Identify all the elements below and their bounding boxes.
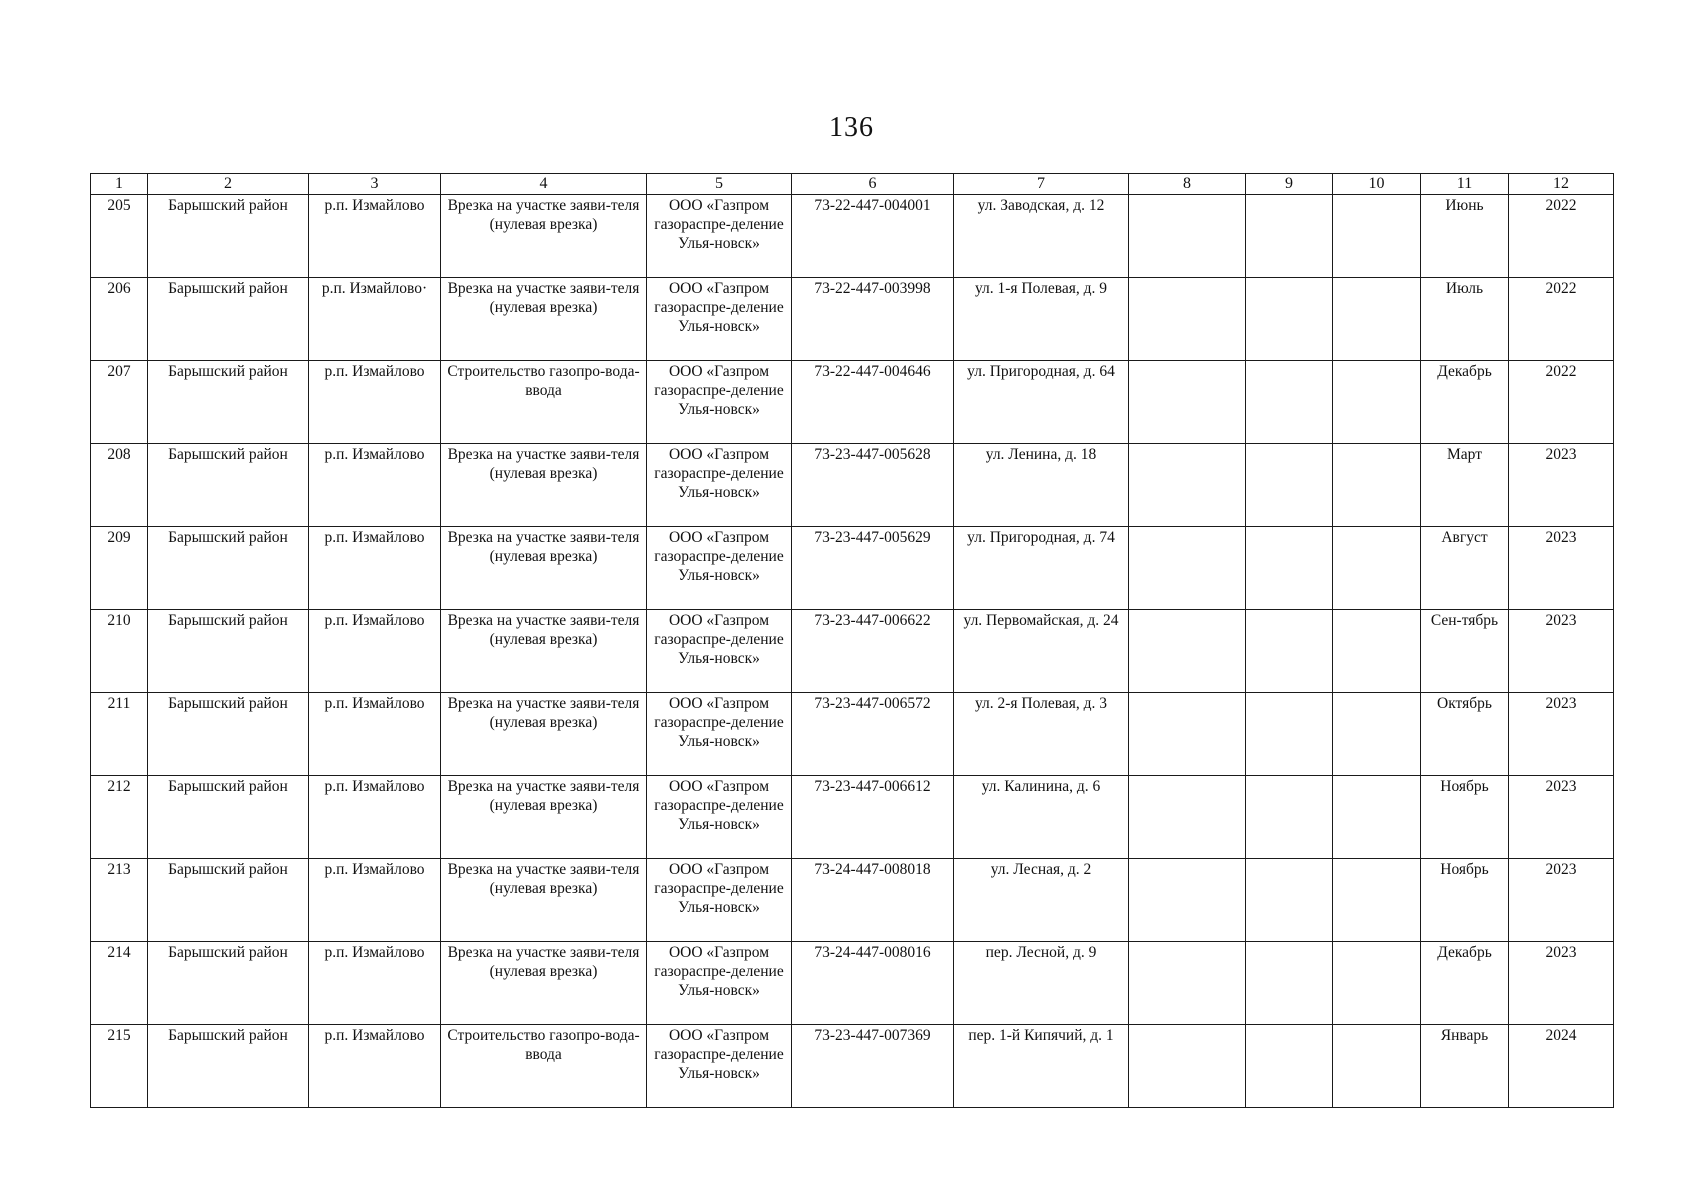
address-cell: ул. Пригородная, д. 74 [954, 527, 1129, 610]
row-number-cell: 214 [91, 942, 148, 1025]
year-cell: 2022 [1509, 278, 1614, 361]
year-cell: 2023 [1509, 527, 1614, 610]
settlement-cell: р.п. Измайлово [309, 693, 441, 776]
year-cell: 2024 [1509, 1025, 1614, 1108]
address-cell: пер. 1-й Кипячий, д. 1 [954, 1025, 1129, 1108]
column-9-cell [1246, 942, 1333, 1025]
row-number-cell: 209 [91, 527, 148, 610]
work-type-cell: Врезка на участке заяви-теля (нулевая врезка) [441, 444, 647, 527]
column-9-cell [1246, 444, 1333, 527]
column-9-cell [1246, 527, 1333, 610]
settlement-cell: р.п. Измайлово [309, 444, 441, 527]
column-8-cell [1129, 693, 1246, 776]
object-code-cell: 73-23-447-006572 [792, 693, 954, 776]
table-row [91, 278, 1614, 361]
row-number-cell: 213 [91, 859, 148, 942]
district-cell: Барышский район [148, 278, 309, 361]
month-cell: Ноябрь [1421, 859, 1509, 942]
column-number-9: 9 [1246, 174, 1333, 195]
address-cell: ул. Лесная, д. 2 [954, 859, 1129, 942]
object-code-cell: 73-23-447-005629 [792, 527, 954, 610]
column-8-cell [1129, 527, 1246, 610]
table-row [91, 195, 1614, 278]
row-number-cell: 210 [91, 610, 148, 693]
object-code-cell: 73-24-447-008016 [792, 942, 954, 1025]
column-number-3: 3 [309, 174, 441, 195]
column-10-cell [1333, 444, 1421, 527]
column-10-cell [1333, 693, 1421, 776]
column-9-cell [1246, 1025, 1333, 1108]
district-cell: Барышский район [148, 859, 309, 942]
column-8-cell [1129, 361, 1246, 444]
table-row [91, 1025, 1614, 1108]
object-code-cell: 73-23-447-007369 [792, 1025, 954, 1108]
settlement-cell: р.п. Измайлово [309, 776, 441, 859]
column-number-8: 8 [1129, 174, 1246, 195]
column-number-4: 4 [441, 174, 647, 195]
settlement-cell: р.п. Измайлово [309, 1025, 441, 1108]
settlement-cell: р.п. Измайлово [309, 859, 441, 942]
year-cell: 2023 [1509, 693, 1614, 776]
column-number-11: 11 [1421, 174, 1509, 195]
district-cell: Барышский район [148, 1025, 309, 1108]
year-cell: 2023 [1509, 859, 1614, 942]
column-10-cell [1333, 942, 1421, 1025]
organization-cell: ООО «Газпром газораспре-деление Улья-новск» [647, 361, 792, 444]
object-code-cell: 73-24-447-008018 [792, 859, 954, 942]
organization-cell: ООО «Газпром газораспре-деление Улья-новск» [647, 693, 792, 776]
table-row [91, 361, 1614, 444]
column-8-cell [1129, 195, 1246, 278]
work-type-cell: Врезка на участке заяви-теля (нулевая врезка) [441, 195, 647, 278]
row-number-cell: 205 [91, 195, 148, 278]
organization-cell: ООО «Газпром газораспре-деление Улья-новск» [647, 1025, 792, 1108]
column-9-cell [1246, 361, 1333, 444]
settlement-cell: р.п. Измайлово [309, 610, 441, 693]
work-type-cell: Строительство газопро-вода-ввода [441, 1025, 647, 1108]
object-code-cell: 73-23-447-006622 [792, 610, 954, 693]
work-type-cell: Врезка на участке заяви-теля (нулевая врезка) [441, 278, 647, 361]
row-number-cell: 206 [91, 278, 148, 361]
table-row [91, 942, 1614, 1025]
column-10-cell [1333, 776, 1421, 859]
district-cell: Барышский район [148, 693, 309, 776]
district-cell: Барышский район [148, 444, 309, 527]
settlement-cell: р.п. Измайлово· [309, 278, 441, 361]
organization-cell: ООО «Газпром газораспре-деление Улья-новск» [647, 776, 792, 859]
organization-cell: ООО «Газпром газораспре-деление Улья-новск» [647, 278, 792, 361]
table-row [91, 693, 1614, 776]
address-cell: ул. 1-я Полевая, д. 9 [954, 278, 1129, 361]
column-10-cell [1333, 361, 1421, 444]
row-number-cell: 215 [91, 1025, 148, 1108]
column-10-cell [1333, 527, 1421, 610]
month-cell: Сен-тябрь [1421, 610, 1509, 693]
register-table [90, 173, 1614, 1108]
column-8-cell [1129, 444, 1246, 527]
column-number-5: 5 [647, 174, 792, 195]
object-code-cell: 73-22-447-004646 [792, 361, 954, 444]
row-number-cell: 207 [91, 361, 148, 444]
column-8-cell [1129, 610, 1246, 693]
organization-cell: ООО «Газпром газораспре-деление Улья-новск» [647, 195, 792, 278]
column-8-cell [1129, 278, 1246, 361]
column-9-cell [1246, 776, 1333, 859]
page-number: 136 [829, 112, 874, 143]
object-code-cell: 73-23-447-005628 [792, 444, 954, 527]
column-8-cell [1129, 1025, 1246, 1108]
settlement-cell: р.п. Измайлово [309, 361, 441, 444]
column-9-cell [1246, 693, 1333, 776]
table-row [91, 610, 1614, 693]
work-type-cell: Строительство газопро-вода-ввода [441, 361, 647, 444]
work-type-cell: Врезка на участке заяви-теля (нулевая врезка) [441, 776, 647, 859]
address-cell: ул. Первомайская, д. 24 [954, 610, 1129, 693]
row-number-cell: 208 [91, 444, 148, 527]
column-number-7: 7 [954, 174, 1129, 195]
settlement-cell: р.п. Измайлово [309, 942, 441, 1025]
work-type-cell: Врезка на участке заяви-теля (нулевая врезка) [441, 942, 647, 1025]
column-9-cell [1246, 278, 1333, 361]
column-10-cell [1333, 195, 1421, 278]
month-cell: Июнь [1421, 195, 1509, 278]
district-cell: Барышский район [148, 776, 309, 859]
address-cell: пер. Лесной, д. 9 [954, 942, 1129, 1025]
work-type-cell: Врезка на участке заяви-теля (нулевая врезка) [441, 859, 647, 942]
year-cell: 2023 [1509, 942, 1614, 1025]
column-8-cell [1129, 776, 1246, 859]
table-row [91, 859, 1614, 942]
settlement-cell: р.п. Измайлово [309, 527, 441, 610]
work-type-cell: Врезка на участке заяви-теля (нулевая врезка) [441, 527, 647, 610]
column-9-cell [1246, 195, 1333, 278]
table-row [91, 444, 1614, 527]
month-cell: Январь [1421, 1025, 1509, 1108]
year-cell: 2022 [1509, 361, 1614, 444]
month-cell: Октябрь [1421, 693, 1509, 776]
month-cell: Ноябрь [1421, 776, 1509, 859]
object-code-cell: 73-23-447-006612 [792, 776, 954, 859]
month-cell: Июль [1421, 278, 1509, 361]
organization-cell: ООО «Газпром газораспре-деление Улья-новск» [647, 444, 792, 527]
column-9-cell [1246, 859, 1333, 942]
month-cell: Март [1421, 444, 1509, 527]
district-cell: Барышский район [148, 942, 309, 1025]
district-cell: Барышский район [148, 195, 309, 278]
table-row [91, 527, 1614, 610]
column-10-cell [1333, 278, 1421, 361]
district-cell: Барышский район [148, 361, 309, 444]
table-row [91, 776, 1614, 859]
row-number-cell: 212 [91, 776, 148, 859]
address-cell: ул. Калинина, д. 6 [954, 776, 1129, 859]
address-cell: ул. Пригородная, д. 64 [954, 361, 1129, 444]
district-cell: Барышский район [148, 610, 309, 693]
month-cell: Декабрь [1421, 361, 1509, 444]
organization-cell: ООО «Газпром газораспре-деление Улья-новск» [647, 859, 792, 942]
work-type-cell: Врезка на участке заяви-теля (нулевая врезка) [441, 610, 647, 693]
column-number-12: 12 [1509, 174, 1614, 195]
year-cell: 2023 [1509, 610, 1614, 693]
organization-cell: ООО «Газпром газораспре-деление Улья-новск» [647, 610, 792, 693]
column-number-6: 6 [792, 174, 954, 195]
month-cell: Август [1421, 527, 1509, 610]
year-cell: 2023 [1509, 444, 1614, 527]
work-type-cell: Врезка на участке заяви-теля (нулевая врезка) [441, 693, 647, 776]
address-cell: ул. Заводская, д. 12 [954, 195, 1129, 278]
column-number-row [91, 174, 1614, 195]
month-cell: Декабрь [1421, 942, 1509, 1025]
row-number-cell: 211 [91, 693, 148, 776]
year-cell: 2023 [1509, 776, 1614, 859]
year-cell: 2022 [1509, 195, 1614, 278]
organization-cell: ООО «Газпром газораспре-деление Улья-новск» [647, 942, 792, 1025]
column-8-cell [1129, 859, 1246, 942]
column-number-10: 10 [1333, 174, 1421, 195]
column-number-2: 2 [148, 174, 309, 195]
column-10-cell [1333, 1025, 1421, 1108]
object-code-cell: 73-22-447-003998 [792, 278, 954, 361]
column-number-1: 1 [91, 174, 148, 195]
table-body [91, 195, 1614, 1108]
district-cell: Барышский район [148, 527, 309, 610]
address-cell: ул. 2-я Полевая, д. 3 [954, 693, 1129, 776]
column-10-cell [1333, 610, 1421, 693]
object-code-cell: 73-22-447-004001 [792, 195, 954, 278]
organization-cell: ООО «Газпром газораспре-деление Улья-новск» [647, 527, 792, 610]
address-cell: ул. Ленина, д. 18 [954, 444, 1129, 527]
column-10-cell [1333, 859, 1421, 942]
column-8-cell [1129, 942, 1246, 1025]
column-9-cell [1246, 610, 1333, 693]
settlement-cell: р.п. Измайлово [309, 195, 441, 278]
